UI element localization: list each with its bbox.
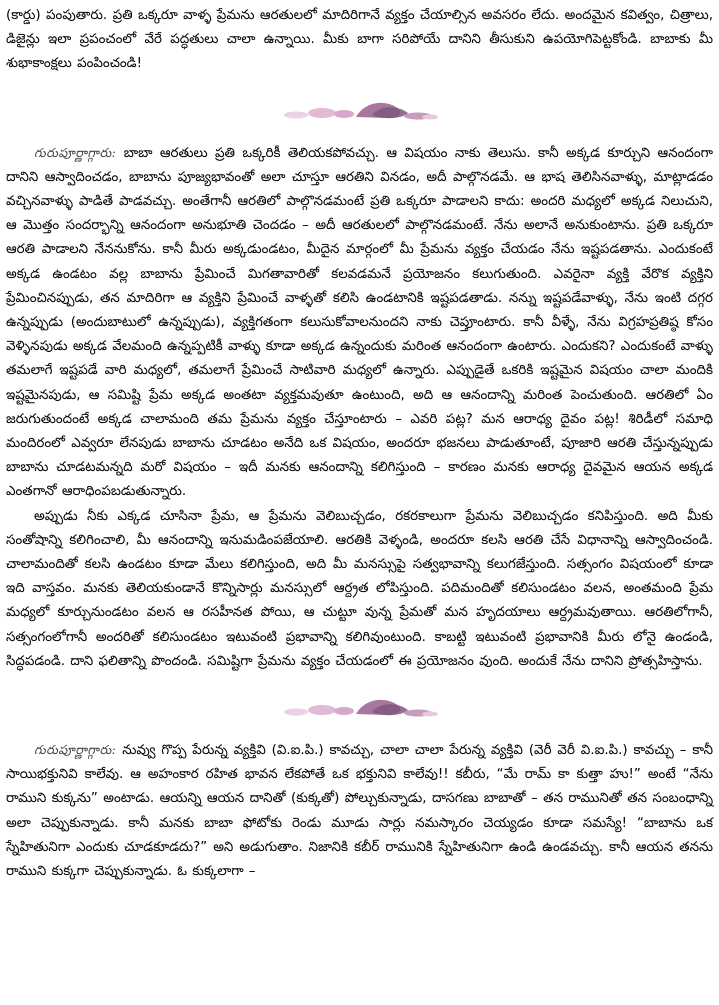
paragraph-text: బాబా ఆరతులు ప్రతి ఒక్కరికీ తెలియకపోవచ్చు. ఆ విషయం నాకు తెలుసు. కానీ అక్కడ కూర్చుని ఆనందంగా దానిని ఆస్వాదించడం, బాబాను పూజ్యభావంతో అలా చూస్తూ ఆరతిని వినడం, అదీ పాల్గొనడమే. ఆ భాష తెలిసినవాళ్ళు, మాట్లాడడం వచ్చినవాళ్ళు పాడితే పాడవచ్చు. అంతేగానీ ఆరతిలో పాల్గొనడమంటే ప్రతి ఒక్కరూ పాడాలని కాదు: అందరి మధ్యలో అక్కడ నిలుచుని, ఆ మొత్తం సందర్భాన్ని ఆనందంగా అనుభూతి చెందడం – అదీ ఆరతులలో పాల్గొనడమంటే. నేను అలానే అనుకుంటాను. ప్రతి ఒక్కరూ ఆరతి పాడాలని నేననుకోను. కానీ మీరు అక్కడుండటం, మీదైన మార్గంలో మీ ప్రేమను వ్యక్తం చేయడం నేను ఇష్టపడతాను. ఎందుకంటే అక్కడ ఉండటం వల్ల బాబాను ప్రేమించే మిగతావారితో కలవడమనే ప్రయోజనం కలుగుతుంది. ఎవరైనా వ్యక్తి వేరొక వ్యక్తిని ప్రేమించినప్పుడు, తన మాదిరిగా ఆ వ్యక్తిని ప్రేమించే వాళ్ళతో కలిసి ఉండటానికి ఇష్టపడతాడు. నన్ను ఇష్టపడేవాళ్ళు, నేను ఇంటి దగ్గర ఉన్నప్పుడు (అందుబాటులో ఉన్నప్పుడు), వ్యక్తిగతంగా కలుసుకోవాలనుందని నాకు చెప్తూంటారు. కానీ వీళ్ళే, నేను విగ్రహప్రతిష్ఠ కోసం వెళ్ళినపుడు అక్కడ వేలమంది ఉన్నప్పటికీ వాళ్ళు కూడా అక్కడ ఉన్నందుకు మరింత ఆనందంగా ఉంటారు. ఎందుకని? ఎందుకంటే వాళ్ళు తమలాగే ఇష్టపడే వారి మధ్యలో, తమలాగే ప్రేమించే సాటివారి మధ్యలో ఉన్నారు. ఎప్పుడైతే ఒకరికి ఇష్టమైన విషయం చాలా మందికి ఇష్టమైనపుడు, ఆ సమిష్టి ప్రేమ అక్కడ అంతటా వ్యక్తమవుతూ ఉంటుంది, అది ఆ ఆనందాన్ని మరింత పెంచుతుంది. ఆరతిలో ఏం జరుగుతుందంటే అక్కడ చాలామంది తమ ప్రేమను వ్యక్తం చేస్తూంటారు – ఎవరి పట్ల? మన ఆరాధ్య దైవం పట్ల! శిరిడీలో సమాధి మందిరంలో ఎవ్వరూ లేనపుడు బాబాను చూడటం అనేది ఒక విషయం, అందరూ భజనలు పాడుతూంటే, పూజారి ఆరతి చేస్తున్నప్పుడు బాబాను చూడటమన్నది మరో విషయం – ఇదీ మనకు ఆనందాన్ని కలిగిస్తుంది – కారణం మనకు ఆరాధ్య దైవమైన ఆయన అక్కడ ఎంతగానో ఆరాధింపబడుతున్నారు. <box>6 145 713 500</box>
paragraph-text: నువ్వు గొప్ప పేరున్న వ్యక్తివి (వి.ఐ.పి.) కావచ్చు, చాలా చాలా పేరున్న వ్యక్తివి (వెరీ వెరీ వి.ఐ.పి.) కావచ్చు – కానీ సాయిభక్తునివి కాలేవు. ఆ అహంకార రహిత భావన లేకపోతే ఒక భక్తునివి కాలేవు!! కబీరు, “మే రామ్ కా కుత్తా హు!” అంటే “నేను రాముని కుక్కను” అంటాడు. ఆయన్ని ఆయన దానితో (కుక్కతో) పోల్చుకున్నాడు, దాసగణు బాబాతో – తన రామునితో తన సంబంధాన్ని అలా చెప్పుకున్నాడు. కానీ మనకు బాబా ఫోటోకు రెండు మూడు సార్లు నమస్కారం చెయ్యడం కూడా సమస్యే! “బాబాను ఒక స్నేహితునిగా ఎందుకు చూడకూడదు?” అని అడుగుతాం. నిజానికి కబీర్ రామునికి స్నేహితునిగా ఉండి ఉండవచ్చు. కానీ ఆయన తనను రాముని కుక్కగా చెప్పుకున్నాడు. ఓ కుక్కలాగా – <box>6 743 713 880</box>
guru-reply-paragraph-3 <box>6 738 713 884</box>
speaker-label: గురుపూర్ణాగ్గారు: <box>34 742 117 758</box>
petal-ornament-icon <box>280 688 440 722</box>
guru-reply-paragraph-2: అప్పుడు నీకు ఎక్కడ చూసినా ప్రేమ, ఆ ప్రేమను వెలిబుచ్చడం, రకరకాలుగా ప్రేమను వెలిబుచ్చడం కనిపిస్తుంది. అది మీకు సంతోషాన్ని కలిగించాలి, మీ ఆనందాన్ని ఇనుమడింపజేయాలి. ఆరతికి వెళ్ళండి, అందరూ కలసి ఆరతి చేసే విధానాన్ని ఆస్వాదించండి. చాలామందితో కలసి ఉండటం కూడా మేలు కలిగిస్తుంది, అది మీ మనస్సుపై సత్వభావాన్ని కలుగజేస్తుంది. సత్సంగం విషయంలో కూడా ఇది వాస్తవం. మనకు తెలియకుండానే కొన్నిసార్లు మనస్సులో ఆర్ద్రత లోపిస్తుంది. పదిమందితో కలిసుండటం వలన, అంతమంది ప్రేమ మధ్యలో కూర్చునుండటం వలన ఆ రసహీనత పోయి, ఆ చుట్టూ వున్న ప్రేమతో మన హృదయాలు ఆర్ద్రమవుతాయి. ఆరతిలోగానీ, సత్సంగంలోగానీ అందరితో కలిసుండటం ఇటువంటి ప్రభావాన్ని కలిగివుంటుంది. కాబట్టి ఇటువంటి ప్రభావానికి మీరు లోనై ఉండండి, సిద్ధపడండి. దాని ఫలితాన్ని పొందండి. సమిష్టిగా ప్రేమను వ్యక్తం చేయడంలో ఈ ప్రయోజనం వుంది. అందుకే నేను దానిని ప్రోత్సహిస్తాను. <box>6 508 713 669</box>
intro-paragraph: (కార్డు) పంపుతారు. ప్రతి ఒక్కరూ వాళ్ళ ప్రేమను ఆరతులలో మాదిరిగానే వ్యక్తం చేయాల్సిన అవసరం లేదు. అందమైన కవిత్వం, చిత్రాలు, డిజైన్లు ఇలా ప్రపంచంలో వేరే పద్ధతులు చాలా ఉన్నాయి. మీకు బాగా సరిపోయే దానిని తీసుకుని ఉపయోగిపెట్టకోండి. బాబాకు మీ శుభాకాంక్షలు పంపించండి! <box>6 8 713 72</box>
petal-ornament-icon <box>280 91 440 125</box>
guru-reply-paragraph-1 <box>6 141 713 505</box>
speaker-label: గురుపూర్ణాగ్గారు: <box>34 144 117 160</box>
